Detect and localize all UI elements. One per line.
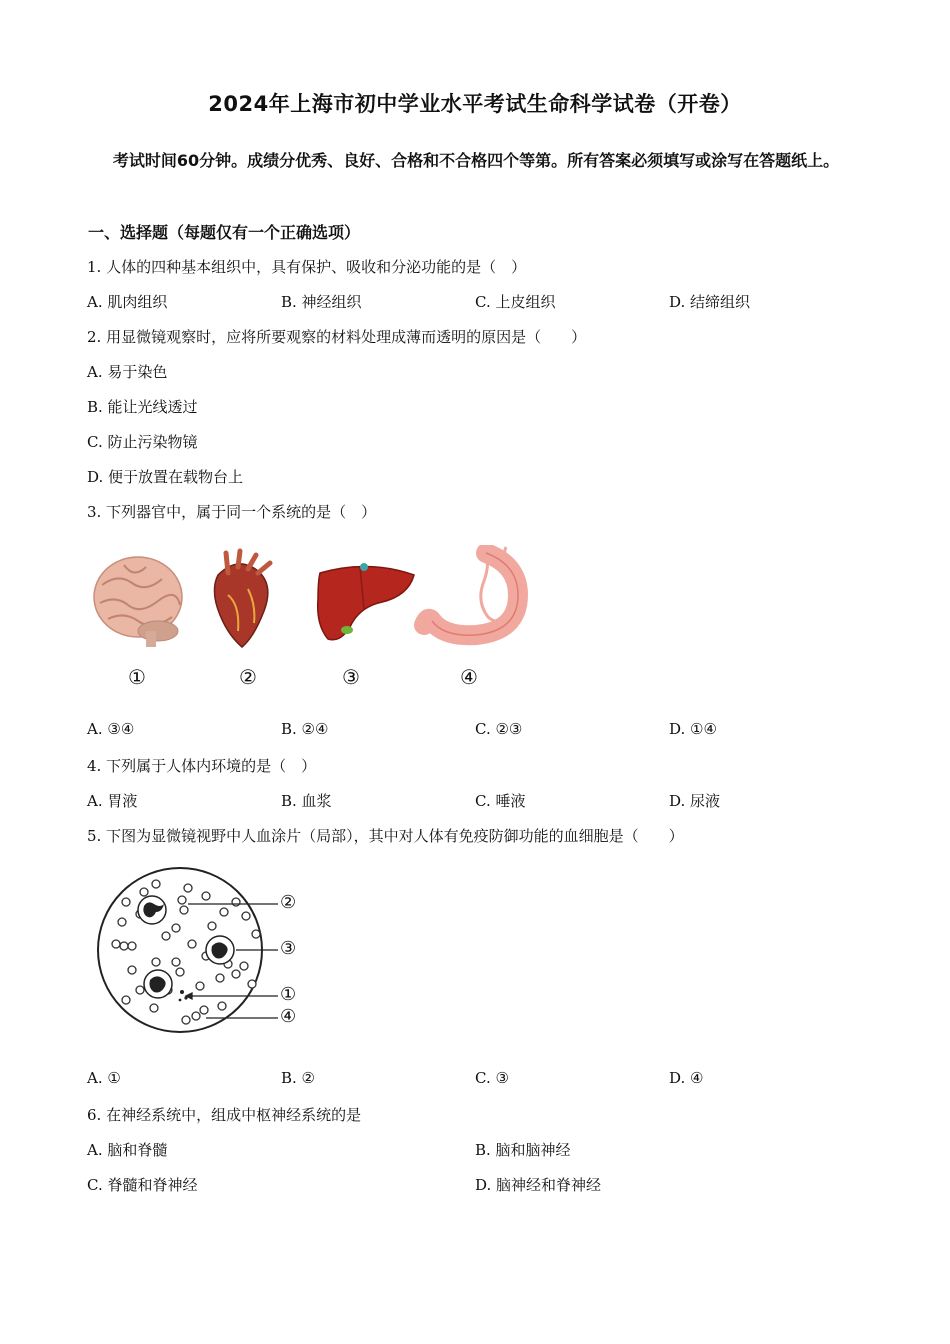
q5-option-c: C. ③ bbox=[475, 1069, 509, 1087]
question-5-stem: 5. 下图为显微镜视野中人血涂片（局部），其中对人体有免疫防御功能的血细胞是（ ） bbox=[87, 827, 684, 845]
brain-icon bbox=[94, 557, 182, 647]
organ-label-4: ④ bbox=[460, 665, 478, 689]
q3-option-c: C. ②③ bbox=[475, 720, 523, 738]
q4-option-c: C. 唾液 bbox=[475, 792, 526, 810]
page-title: 2024年上海市初中学业水平考试生命科学试卷（开卷） bbox=[208, 92, 742, 116]
cell-label-3: ③ bbox=[280, 938, 297, 959]
organ-figure bbox=[88, 545, 538, 695]
q2-option-a: A. 易于染色 bbox=[87, 363, 168, 381]
section-title: 一、选择题（每题仅有一个正确选项） bbox=[88, 223, 361, 242]
blood-smear-figure bbox=[96, 866, 316, 1038]
q2-option-d: D. 便于放置在载物台上 bbox=[87, 468, 244, 486]
q1-option-c: C. 上皮组织 bbox=[475, 293, 556, 311]
q4-option-d: D. 尿液 bbox=[669, 792, 721, 810]
organ-label-1: ① bbox=[128, 665, 146, 689]
q5-option-b: B. ② bbox=[281, 1069, 316, 1087]
q3-option-d: D. ①④ bbox=[669, 720, 717, 738]
q6-option-b: B. 脑和脑神经 bbox=[475, 1141, 571, 1159]
exam-instructions: 考试时间60分钟。成绩分优秀、良好、合格和不合格四个等第。所有答案必须填写或涂写在答题纸上。 bbox=[112, 151, 840, 170]
q6-option-a: A. 脑和脊髓 bbox=[87, 1141, 168, 1159]
organ-label-3: ③ bbox=[342, 665, 360, 689]
q4-option-b: B. 血浆 bbox=[281, 792, 332, 810]
q6-option-d: D. 脑神经和脊神经 bbox=[475, 1176, 602, 1194]
q5-option-d: D. ④ bbox=[669, 1069, 704, 1087]
question-2-stem: 2. 用显微镜观察时，应将所要观察的材料处理成薄而透明的原因是（ ） bbox=[87, 328, 587, 346]
stomach-icon bbox=[424, 547, 518, 635]
question-6-stem: 6. 在神经系统中，组成中枢神经系统的是 bbox=[87, 1106, 362, 1124]
q1-option-d: D. 结缔组织 bbox=[669, 293, 751, 311]
question-3-stem: 3. 下列器官中，属于同一个系统的是（ ） bbox=[87, 503, 377, 521]
q4-option-a: A. 胃液 bbox=[87, 792, 138, 810]
liver-icon bbox=[318, 563, 414, 640]
q1-option-b: B. 神经组织 bbox=[281, 293, 362, 311]
q3-option-b: B. ②④ bbox=[281, 720, 329, 738]
q2-option-c: C. 防止污染物镜 bbox=[87, 433, 198, 451]
q2-option-b: B. 能让光线透过 bbox=[87, 398, 198, 416]
cell-label-2: ② bbox=[280, 892, 297, 913]
q3-option-a: A. ③④ bbox=[87, 720, 135, 738]
cell-label-1: ① bbox=[280, 984, 297, 1005]
cell-label-4: ④ bbox=[280, 1006, 297, 1027]
q6-option-c: C. 脊髓和脊神经 bbox=[87, 1176, 198, 1194]
question-4-stem: 4. 下列属于人体内环境的是（ ） bbox=[87, 757, 317, 775]
q5-option-a: A. ① bbox=[87, 1069, 121, 1087]
question-1-stem: 1. 人体的四种基本组织中，具有保护、吸收和分泌功能的是（ ） bbox=[87, 258, 527, 276]
q1-option-a: A. 肌肉组织 bbox=[87, 293, 168, 311]
heart-icon bbox=[214, 551, 270, 647]
organ-label-2: ② bbox=[239, 665, 257, 689]
